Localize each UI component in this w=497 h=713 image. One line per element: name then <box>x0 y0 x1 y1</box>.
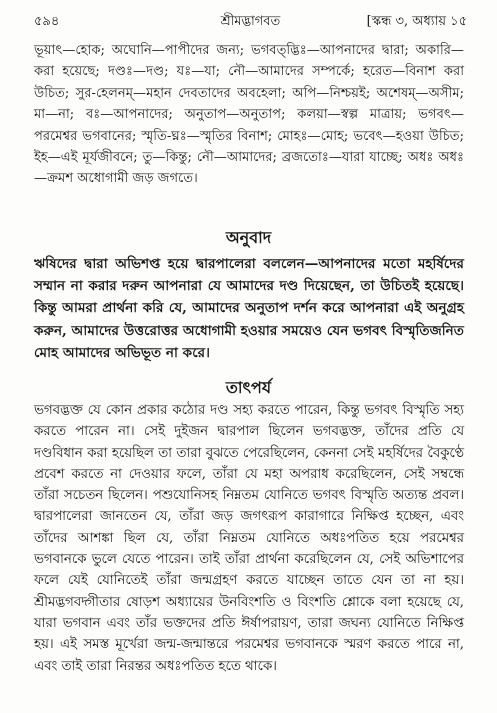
book-title: শ্রীমদ্ভাগবত <box>220 14 281 29</box>
purport-text: ভগবদ্ভক্ত যে কোন প্রকার কঠোর দণ্ড সহ্য করতে পারেন, কিন্তু ভগবৎ বিস্মৃতি সহ্য করতে পারেন না। সেই দুইজন দ্বারপাল ছিলেন ভগবদ্ভক্ত, তাঁদের প্রতি যে দণ্ডবিধান করা হয়েছিল তা তারা বুঝতে পেরেছিলেন, কেননা সেই মহর্ষিদের বৈকুণ্ঠে প্রবেশ করতে না দেওয়ার ফলে, তাঁরা যে মহা অপরাধ করেছিলেন, সেই সম্বন্ধে তাঁরা সচেতন ছিলেন। পশুযোনিসহ নিম্নতম যোনিতে ভগবৎ বিস্মৃতি অত্যন্ত প্রবল। দ্বারপালেরা জানতেন যে, তাঁরা জড় জগৎরূপ কারাগারে নিক্ষিপ্ত হচ্ছেন, এবং তাঁদের আশঙ্কা ছিল যে, তাঁরা নিম্নতম যোনিতে অধঃপতিত হয়ে পরমেশ্বর ভগবানকে ভুলে যেতে পারেন। তাই তাঁরা প্রার্থনা করেছিলেন যে, সেই অভিশাপের ফলে যেই যোনিতেই তাঁরা জন্মগ্রহণ করতে যাচ্ছেন তাতে যেন তা না হয়। শ্রীমদ্ভগবদ্গীতার ষোড়শ অধ্যায়ের উনবিংশতি ও বিংশতি শ্লোকে বলা হয়েছে যে, যারা ভগবান এবং তাঁর ভক্তদের প্রতি ঈর্ষাপরায়ণ, তারা জঘন্য যোনিতে নিক্ষিপ্ত হয়। এই সমস্ত মূর্খেরা জন্ম-জন্মান্তরে পরমেশ্বর ভগবানকে স্মরণ করতে পারে না, এবং তাই তারা নিরন্তর অধঃপতিত হতে থাকে। <box>34 403 464 674</box>
synonyms-text: ভূয়াৎ—হোক; অঘোনি—পাপীদের জন্য; ভগবত্‌দ্ভিঃ—আপনাদের দ্বারা; অকারি—করা হয়েছে; দণ্ডঃ—দণ্ড; যঃ—যা; নৌ—আমাদের সম্পর্কে; হরেত—বিনাশ করা উচিত; সুর-হেলনম্—মহান দেবতাদের অবহেলা; অপি—নিশ্চয়ই; অশেষম্—অসীম; মা—না; বঃ—আপনাদের; অনুতাপ—অনুতাপ; কলয়া—স্বল্প মাত্রায়; ভগবৎ—পরমেশ্বর ভগবানের; স্মৃতি-ঘ্নঃ—স্মৃতির বিনাশ; মোহঃ—মোহ; ভবেৎ—হওয়া উচিত; ইহ—এই মূর্যজীবনে; তু—কিন্তু; নৌ—আমাদের; ব্রজতোঃ—যারা যাচ্ছে; অধঃ অধঃ—ক্রমশ অধোগামী জড় জগতে। <box>34 43 464 187</box>
purport-section <box>34 400 464 677</box>
page-header <box>34 12 467 34</box>
translation-heading: অনুবাদ <box>225 228 272 247</box>
page-number: ৫৯৪ <box>34 14 60 29</box>
chapter-reference: [স্কন্ধ ৩, অধ্যায় ১৫ <box>366 14 467 29</box>
translation-section <box>34 253 464 364</box>
synonyms-section <box>34 40 464 190</box>
purport-heading: তাৎপর্য <box>225 378 272 397</box>
translation-text: ঋষিদের দ্বারা অভিশপ্ত হয়ে দ্বারপালেরা বললেন—আপনাদের মতো মহর্ষিদের সম্মান না করার দরুন আপনারা যে আমাদের দণ্ড দিয়েছেন, তা উচিতই হয়েছে। কিন্তু আমরা প্রার্থনা করি যে, আমাদের অনুতাপ দর্শন করে আপনারা এই অনুগ্রহ করুন, আমাদের উত্তরোত্তর অধোগামী হওয়ার সময়েও যেন ভগবৎ বিস্মৃতিজনিত মোহ আমাদের অভিভূত না করে। <box>34 256 464 361</box>
